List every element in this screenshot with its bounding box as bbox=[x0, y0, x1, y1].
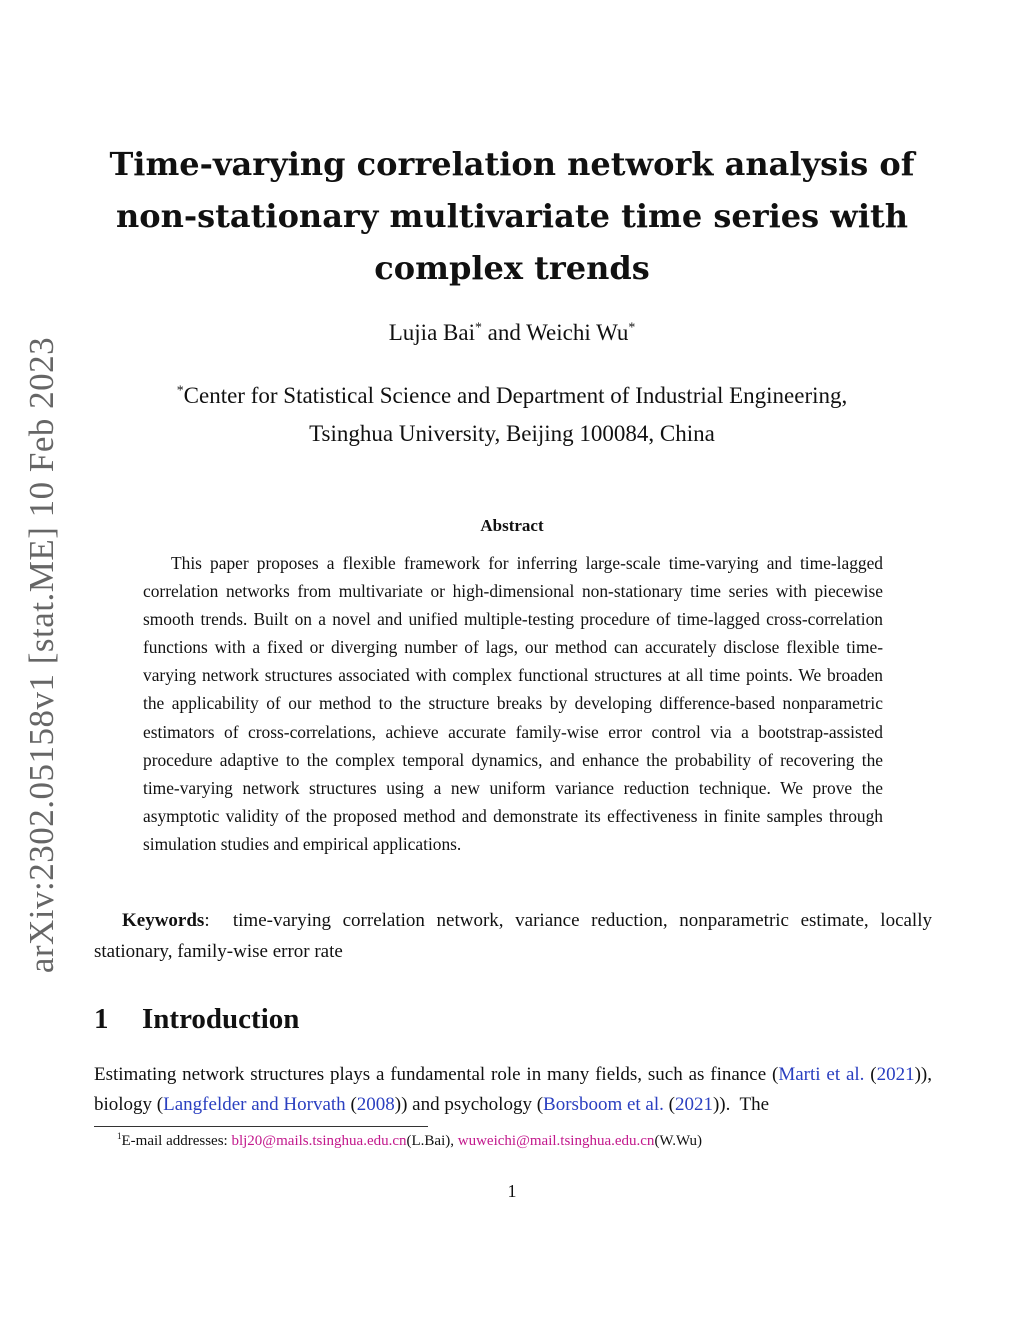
citation-link[interactable]: Marti et al. bbox=[778, 1064, 865, 1085]
keywords-label: Keywords bbox=[122, 910, 205, 931]
citation-year-link[interactable]: 2021 bbox=[876, 1064, 915, 1085]
section-number: 1 bbox=[94, 1003, 109, 1035]
abstract-body: This paper proposes a flexible framework for inferring large-scale time-varying and time-lagged correlation networks from multivariate or high-dimensional non-stationary time series with piecewise smooth trends. Built on a novel and unified multiple-testing procedure of time-lagged cross-correlation functions with a fixed or diverging number of lags, our method can accurately disclose flexible time-varying network structures associated with complex functional structures at all time points. We broaden the applicability of our method to the structure breaks by developing difference-based nonparametric estimators of cross-correlations, achieve accurate family-wise error control via a bootstrap-assisted procedure adaptive to the complex temporal dynamics, and enhance the probability of recovering the time-varying network structures using a new uniform variance reduction technique. We prove the asymptotic validity of the proposed method and demonstrate its effectiveness in finite samples through simulation studies and empirical applications. bbox=[143, 553, 883, 854]
citation-year-link[interactable]: 2008 bbox=[356, 1094, 395, 1115]
paper-title: Time-varying correlation network analysis of non-stationary multivariate time series with complex trends bbox=[109, 145, 915, 287]
affiliation-line: *Center for Statistical Science and Department of Industrial Engineering, bbox=[176, 382, 848, 408]
footnote: $^1$E-mail addresses: blj20@mails.tsinghua.edu.cn(L.Bai), wuweichi@mail.tsinghua.edu.cn(W.Wu) bbox=[117, 1131, 703, 1149]
author-conjunction: and bbox=[481, 320, 527, 345]
footnote-mark: 1 bbox=[117, 1131, 122, 1141]
author-name: Weichi Wu bbox=[526, 320, 629, 345]
citation-link[interactable]: Borsboom et al. bbox=[543, 1094, 664, 1115]
citation-link[interactable]: Langfelder and Horvath bbox=[163, 1094, 346, 1115]
section-heading bbox=[94, 1003, 299, 1036]
affiliation bbox=[100, 377, 924, 453]
keywords-text: time-varying correlation network, variance reduction, nonparametric estimate, locally stationary, family-wise error rate bbox=[94, 910, 932, 962]
keywords: Keywords: time-varying correlation network, variance reduction, nonparametric estimate, locally stationary, family-wise error rate bbox=[94, 910, 932, 962]
author-affiliation-mark: * bbox=[474, 319, 482, 335]
section-title: Introduction bbox=[142, 1003, 300, 1035]
arxiv-identifier: arXiv:2302.05158v1 [stat.ME] 10 Feb 2023 bbox=[22, 336, 61, 974]
citation-year-link[interactable]: 2021 bbox=[674, 1094, 713, 1115]
author-name: Lujia Bai bbox=[388, 320, 475, 345]
abstract-heading: Abstract bbox=[480, 516, 544, 535]
affiliation-mark: * bbox=[176, 382, 184, 398]
author-affiliation-mark: * bbox=[628, 319, 636, 335]
email-link[interactable]: blj20@mails.tsinghua.edu.cn bbox=[231, 1133, 407, 1149]
email-link[interactable]: wuweichi@mail.tsinghua.edu.cn bbox=[457, 1133, 655, 1149]
affiliation-line: Tsinghua University, Beijing 100084, China bbox=[309, 421, 715, 446]
page-number: 1 bbox=[507, 1181, 517, 1201]
author-line bbox=[100, 318, 924, 348]
intro-paragraph: Estimating network structures plays a fundamental role in many fields, such as finance (Marti et al. (2021)), biology (Langfelder and Horvath (2008)) and psychology (Borsboom et al. (2021)). The bbox=[94, 1064, 932, 1115]
footnote-rule bbox=[94, 1126, 428, 1127]
